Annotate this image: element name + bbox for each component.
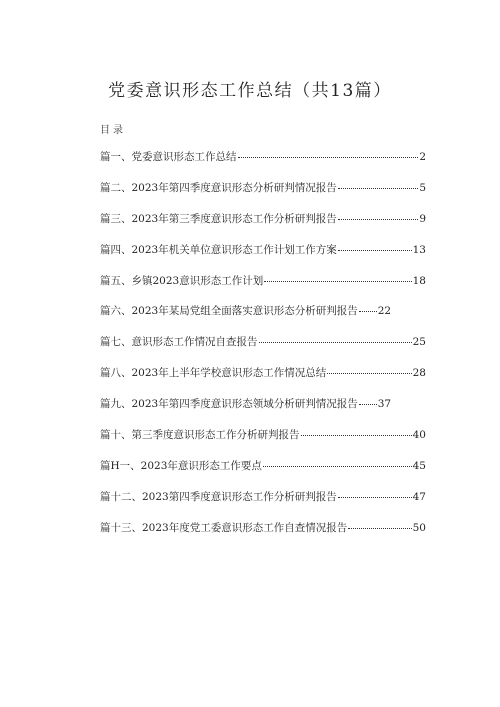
toc-dot-leader [338,497,412,498]
toc-heading: 目录 [100,125,126,136]
toc-item-title: 篇四、2023年机关单位意识形态工作计划工作方案 [100,243,337,256]
toc-item[interactable] [100,489,426,520]
document-title: 党委意识形态工作总结（共13篇） [108,81,392,101]
toc-item-title: 篇十、第三季度意识形态工作分析研判报告 [100,429,300,442]
toc-item[interactable] [100,180,426,211]
toc-item-page-number: 47 [412,490,426,503]
toc-item[interactable] [100,273,426,304]
toc-item-title: 篇一、党委意识形态工作总结 [100,151,237,163]
toc-item-page-number: 28 [412,367,426,380]
toc-item-title: 篇二、2023年第四季度意识形态分析研判情况报告 [100,181,337,194]
toc-item-page-number: 5 [419,181,426,194]
toc-dot-leader [359,311,377,312]
toc-item-page-number: 45 [412,459,426,472]
toc-item[interactable] [100,211,426,242]
toc-item[interactable] [100,149,426,180]
toc-dot-leader [301,435,412,436]
toc-dot-leader [359,404,377,405]
toc-item-page-number: 13 [412,243,426,256]
toc-item[interactable] [100,427,426,458]
toc-dot-leader [259,342,412,343]
toc-dot-leader [338,219,419,220]
toc-dot-leader [263,466,412,467]
toc-item-page-number: 50 [412,521,426,534]
toc-item[interactable] [100,365,426,396]
toc-item-title: 篇三、2023年第三季度意识形态工作分析研判报告 [100,212,337,225]
toc-item-page-number: 22 [377,305,392,318]
toc-item-title: 篇九、2023年第四季度意识形态领域分析研判情况报告 [100,398,358,411]
toc-item[interactable] [100,303,426,334]
toc-item-title: 篇八、2023年上半年学校意识形态工作情况总结 [100,367,327,380]
toc-item-title: 篇七、意识形态工作情况自查报告 [100,336,258,349]
toc-dot-leader [338,188,419,189]
table-of-contents [100,149,426,551]
toc-item-page-number: 9 [419,212,426,225]
toc-item-page-number: 2 [419,151,426,163]
toc-item[interactable] [100,396,426,427]
toc-dot-leader [338,250,412,251]
toc-dot-leader [327,373,411,374]
toc-item-page-number: 40 [412,429,426,442]
toc-item-page-number: 18 [412,274,426,287]
toc-item-page-number: 25 [412,336,426,349]
toc-item[interactable] [100,458,426,489]
toc-dot-leader [348,528,411,529]
toc-dot-leader [264,281,411,282]
toc-item-title: 篇五、乡镇2023意识形态工作计划 [100,274,264,287]
toc-item-title: 篇六、2023年某局党组全面落实意识形态分析研判报告 [100,305,358,318]
toc-item[interactable] [100,520,426,551]
toc-item-page-number: 37 [377,398,392,411]
toc-item[interactable] [100,334,426,365]
toc-item[interactable] [100,242,426,273]
toc-dot-leader [238,157,419,158]
toc-item-title: 篇H一、2023年意识形态工作要点 [100,459,262,472]
toc-item-title: 篇十二、2023第四季度意识形态工作分析研判报告 [100,490,337,503]
toc-item-title: 篇十三、2023年度党工委意识形态工作自查情况报告 [100,521,348,534]
